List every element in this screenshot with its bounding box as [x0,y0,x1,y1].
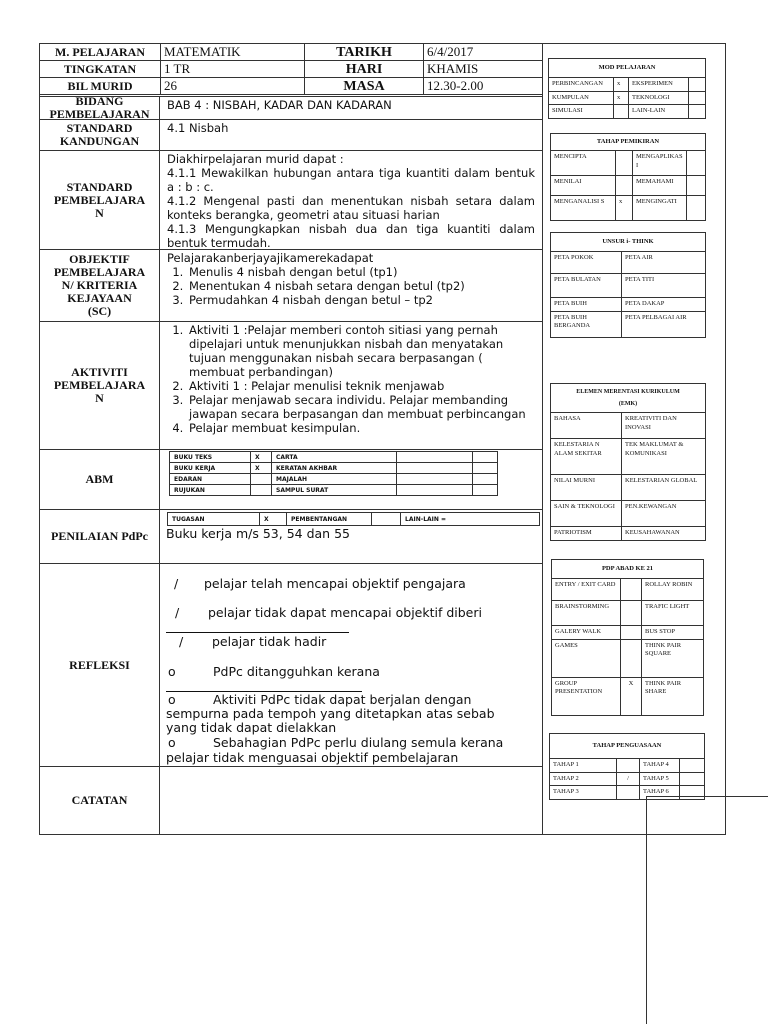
objektif-intro: Pelajarakanberjayajikamerekadapat [167,251,374,265]
subject-label: M. PELAJARAN [40,44,161,61]
sp-intro: Diakhirpelajaran murid dapat : [167,152,344,166]
mod-mark [614,105,629,119]
think-item: PETA POKOK [551,252,622,274]
pdp-item: ENTRY / EXIT CARD [552,579,621,601]
emk-item: TEK MAKLUMAT & KOMUNIKASI [622,439,706,475]
standard-kandungan-value: 4.1 Nisbah [159,119,543,151]
pdp-item: GROUP PRESENTATION [552,677,621,715]
emk-item: PEN.KEWANGAN [622,501,706,527]
penguasaan-item: TAHAP 5 [640,772,680,786]
mod-item: SIMULASI [549,105,614,119]
pdp-item: GAMES [552,639,621,677]
penguasaan-mark [680,772,705,786]
pdp-item: TRAFIC LIGHT [642,601,704,626]
aktiviti-item: 3. Pelajar menjawab secara individu. Pelajar membanding jawapan secara berpasangan dan membuat perbincangan [187,393,535,421]
date-value: 6/4/2017 [424,44,543,61]
pembentangan-cell: PEMBENTANGAN [287,513,372,526]
refleksi-line: yang tidak dapat dielakkan [166,720,337,735]
think-item: PETA BUIH [551,298,622,312]
pdp-mark: X [621,677,642,715]
aktiviti-item: 4. Pelajar membuat kesimpulan. [187,421,535,435]
refleksi-mark: o [168,735,176,750]
standard-kandungan-label: STANDARD KANDUNGAN [39,119,160,151]
abm-item: EDARAN [170,474,251,485]
objektif-label: OBJEKTIF PEMBELAJARA N/ KRITERIA KEJAYAAN (SC) [39,249,160,322]
penilaian-label: PENILAIAN PdPc [39,509,160,564]
time-value: 12.30-2.00 [424,78,543,95]
pemikiran-item: MENGINGATI [633,196,687,221]
standard-pembelajaran-value [159,150,543,250]
abm-mark: X [251,463,272,474]
mod-item: KUMPULAN [549,91,614,105]
pdp-mark [621,639,642,677]
day-value: KHAMIS [424,61,543,78]
abm-item: RUJUKAN [170,485,251,496]
pemikiran-mark: x [616,196,633,221]
tahap-pemikiran-box [550,133,706,221]
tugasan-cell: TUGASAN [168,513,260,526]
tahap-penguasaan-box [549,733,705,800]
abm-mark [251,474,272,485]
mod-mark: x [614,91,629,105]
penilaian-table [167,512,540,526]
refleksi-line: Sebahagian PdPc perlu diulang semula kerana [213,735,504,750]
objektif-item: 3. Permudahkan 4 nisbah dengan betul – tp2 [187,293,535,307]
penguasaan-item: TAHAP 4 [640,759,680,773]
sp-item: 4.1.3 Mengungkapkan nisbah dua dan tiga kuantiti dalam bentuk termudah. [167,222,535,250]
pemikiran-mark [616,151,633,176]
refleksi-mark: / [175,605,180,620]
abm-item: CARTA [272,452,397,463]
standard-pembelajaran-label: STANDARD PEMBELAJARA N [39,150,160,250]
think-item: PETA BUIH BERGANDA [551,311,622,337]
mod-mark: x [614,78,629,92]
subject-value: MATEMATIK [161,44,305,61]
pdp-item: GALERY WALK [552,626,621,640]
abm-mark [251,485,272,496]
class-value: 1 TR [161,61,305,78]
refleksi-mark: o [168,664,176,679]
refleksi-mark: / [179,634,184,649]
tahap-penguasaan-title: TAHAP PENGUASAAN [550,734,705,759]
pdp-item: ROLLAY ROBIN [642,579,704,601]
emk-item: KREATIVITI DAN INOVASI [622,413,706,439]
pdp-item: BUS STOP [642,626,704,640]
pemikiran-item: MENGANALISI S [551,196,616,221]
emk-box [550,383,706,541]
emk-title: ELEMEN MERENTASI KURIKULUM (EMK) [551,384,706,413]
refleksi-underline [166,632,349,633]
refleksi-mark: o [168,692,176,707]
students-label: BIL MURID [40,78,161,95]
abm-item: SAMPUL SURAT [272,485,397,496]
abm-mark [397,463,473,474]
refleksi-line: pelajar tidak dapat mencapai objektif diberi [208,605,482,620]
refleksi-content [159,563,543,767]
tahap-pemikiran-title: TAHAP PEMIKIRAN [551,134,706,151]
abm-table [169,451,498,496]
abm-item: BUKU TEKS [170,452,251,463]
refleksi-line: sempurna pada tempoh yang ditetapkan atas sebab [166,706,495,721]
pdp-item: THINK PAIR SHARE [642,677,704,715]
think-item: PETA BULATAN [551,274,622,298]
pemikiran-mark [687,176,706,196]
pemikiran-item: MENCIPTA [551,151,616,176]
emk-item: NILAI MURNI [551,475,622,501]
penguasaan-item: TAHAP 6 [640,786,680,800]
pemikiran-mark [687,151,706,176]
class-label: TINGKATAN [40,61,161,78]
refleksi-label: REFLEKSI [39,563,160,767]
students-value: 26 [161,78,305,95]
refleksi-mark: / [174,576,179,591]
sp-item: 4.1.2 Mengenal pasti dan menentukan nisbah setara dalam konteks berangka, geometri atau situasi harian [167,194,535,222]
refleksi-line: pelajar tidak hadir [212,634,327,649]
penilaian-value: Buku kerja m/s 53, 54 dan 55 [166,526,350,541]
unsur-think-box [550,232,706,338]
objektif-value [159,249,543,322]
abm-mark [397,452,473,463]
unsur-think-title: UNSUR i- THINK [551,233,706,252]
pdp-mark [621,601,642,626]
pemikiran-mark [687,196,706,221]
pemikiran-item: MENGAPLIKAS I [633,151,687,176]
abm-mark [397,485,473,496]
emk-item: BAHASA [551,413,622,439]
tugasan-mark: X [260,513,287,526]
catatan-area [159,766,543,835]
aktiviti-label: AKTIVITI PEMBELAJARA N [39,321,160,450]
empty-box [646,796,768,1024]
mod-pelajaran-title: MOD PELAJARAN [549,59,706,78]
penguasaan-mark [680,759,705,773]
date-label: TARIKH [305,44,424,61]
pdp-abad-box [551,559,704,716]
objektif-item: 1. Menulis 4 nisbah dengan betul (tp1) [187,265,535,279]
emk-item: SAIN & TEKNOLOGI [551,501,622,527]
abm-label: ABM [39,449,160,510]
pdp-mark [621,579,642,601]
think-item: PETA DAKAP [622,298,706,312]
refleksi-line: PdPc ditangguhkan kerana [213,664,380,679]
emk-item: KEUSAHAWANAN [622,527,706,541]
abm-mark: X [251,452,272,463]
pemikiran-item: MEMAHAMI [633,176,687,196]
think-item: PETA AIR [622,252,706,274]
pdp-mark [621,626,642,640]
objektif-item: 2. Menentukan 4 nisbah setara dengan betul (tp2) [187,279,535,293]
abm-mark [397,474,473,485]
refleksi-line: pelajar tidak menguasai objektif pembelajaran [166,750,459,765]
abm-item: KERATAN AKHBAR [272,463,397,474]
think-item: PETA TITI [622,274,706,298]
penguasaan-item: TAHAP 3 [550,786,617,800]
emk-item: KELESTARIAN GLOBAL [622,475,706,501]
time-label: MASA [305,78,424,95]
mod-item: TEKNOLOGI [629,91,689,105]
refleksi-line: pelajar telah mencapai objektif pengajara [204,576,466,591]
abm-item: BUKU KERJA [170,463,251,474]
mod-item: EKSPERIMEN [629,78,689,92]
penguasaan-item: TAHAP 2 [550,772,617,786]
pemikiran-item: MENILAI [551,176,616,196]
refleksi-line: Aktiviti PdPc tidak dapat berjalan dengan [213,692,472,707]
pdp-item: BRAINSTORMING [552,601,621,626]
pemikiran-mark [616,176,633,196]
penguasaan-mark: / [617,772,640,786]
mod-item: PERBINCANGAN [549,78,614,92]
day-label: HARI [305,61,424,78]
mod-pelajaran-box [548,58,706,119]
header-grid [39,43,543,95]
mod-item: LAIN-LAIN [629,105,689,119]
bidang-label: BIDANG PEMBELAJARAN [39,96,160,120]
pdp-item: THINK PAIR SQUARE [642,639,704,677]
penguasaan-item: TAHAP 1 [550,759,617,773]
sp-item: 4.1.1 Mewakilkan hubungan antara tiga kuantiti dalam bentuk a : b : c. [167,166,535,194]
abm-item: MAJALAH [272,474,397,485]
emk-item: PATRIOTISM [551,527,622,541]
aktiviti-value [159,321,543,450]
penguasaan-mark [617,759,640,773]
lain-lain-cell: LAIN-LAIN = [401,513,540,526]
aktiviti-item: 2. Aktiviti 1 : Pelajar menulisi teknik menjawab [187,379,535,393]
aktiviti-item: 1. Aktiviti 1 :Pelajar memberi contoh sitiasi yang pernah dipelajari untuk menunjukkan nisbah dan menyatakan tujuan menggunakan nisbah secara berpasangan ( membuat perbandingan) [187,323,535,379]
bidang-value: BAB 4 : NISBAH, KADAR DAN KADARAN [159,96,543,120]
catatan-label: CATATAN [39,766,160,835]
pdp-abad-title: PDP ABAD KE 21 [552,560,704,579]
think-item: PETA PELBAGAI AIR [622,311,706,337]
emk-item: KELESTARIA N ALAM SEKITAR [551,439,622,475]
penguasaan-mark [617,786,640,800]
